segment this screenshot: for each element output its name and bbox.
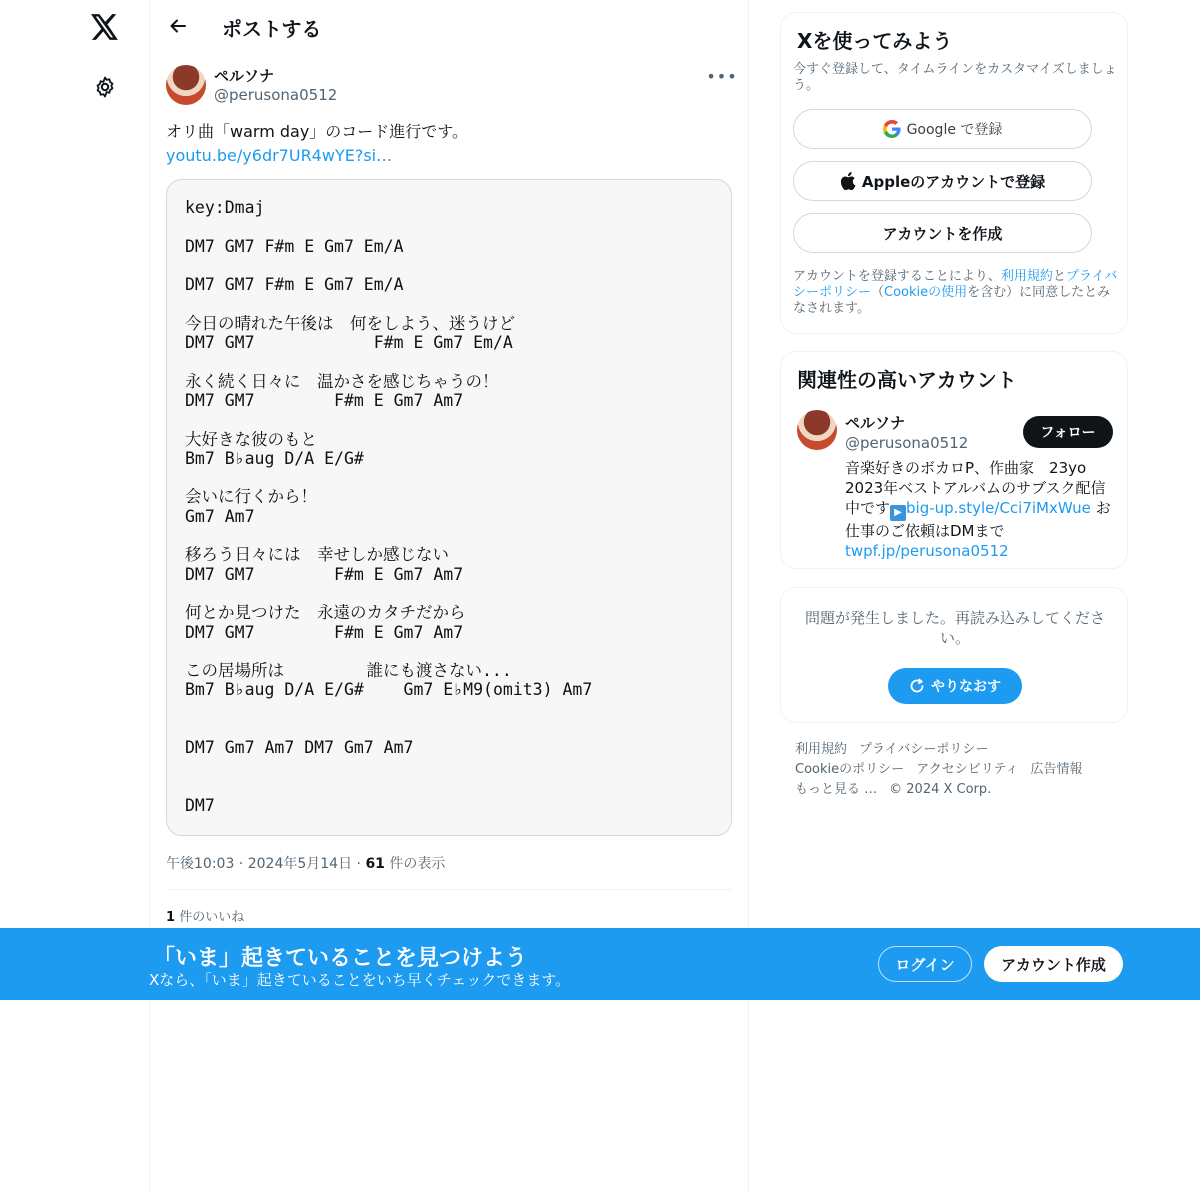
- likes-label: 件のいいね: [179, 910, 245, 925]
- chord-line: 会いに行くから！: [185, 487, 317, 507]
- signup-button[interactable]: アカウント作成: [984, 946, 1123, 982]
- google-icon: [883, 120, 901, 138]
- chord-line: DM7 Gm7 Am7 DM7 Gm7 Am7: [185, 738, 414, 758]
- banner-subtitle: Xなら、「いま」起きていることをいち早くチェックできます。: [149, 971, 571, 989]
- related-account-handle[interactable]: @perusona0512: [845, 434, 969, 452]
- chord-line: この居場所は 誰にも渡さない...: [185, 661, 512, 681]
- banner-title: 「いま」起きていることを見つけよう: [153, 946, 528, 971]
- bio-text: 音楽好きのボカロP、作曲家 23yo 2023年ベストアルバムのサブスク配信中です: [845, 459, 1106, 517]
- post-link[interactable]: youtu.be/y6dr7UR4wYE?si…: [166, 146, 393, 165]
- sidebar-footer: [795, 740, 1115, 800]
- chord-line: DM7 GM7 F#m E Gm7 Em/A: [185, 236, 404, 256]
- chord-line: 永く続く日々に 温かさを感じちゃうの！: [185, 371, 499, 391]
- post-date[interactable]: 2024年5月14日: [247, 856, 353, 872]
- chord-line: DM7 GM7 F#m E Gm7 Am7: [185, 564, 464, 584]
- top-bar: [150, 0, 749, 54]
- bio-text: お仕事のご依頼はDMまで: [845, 499, 1111, 540]
- retry-label: やりなおす: [931, 679, 1001, 695]
- related-account-name[interactable]: ペルソナ: [845, 414, 906, 432]
- footer-ads-link[interactable]: 広告情報: [1030, 762, 1083, 777]
- page-title: ポストする: [222, 17, 322, 41]
- footer-accessibility-link[interactable]: アクセシビリティ: [916, 762, 1019, 777]
- legal-text: を含む）に同意したとみなされます。: [793, 285, 1111, 316]
- error-card: [780, 587, 1128, 723]
- likes-summary[interactable]: [166, 906, 244, 925]
- chord-line: 何とか見つけた 永遠のカタチだから: [185, 603, 466, 623]
- chord-line: [185, 410, 592, 429]
- chord-line: [185, 719, 592, 738]
- legal-text: アカウントを登録することにより、: [793, 269, 1001, 284]
- more-icon[interactable]: •••: [706, 66, 738, 86]
- refresh-icon: [909, 678, 925, 694]
- chord-line: 今日の晴れた午後は 何をしよう、迷うけど: [185, 313, 515, 333]
- post-time[interactable]: 午後10:03: [166, 856, 235, 872]
- chord-line: Bm7 B♭aug D/A E/G#: [185, 448, 364, 468]
- author-name[interactable]: ペルソナ: [214, 67, 275, 85]
- related-title: 関連性の高いアカウント: [797, 368, 1017, 392]
- chord-line: [185, 777, 592, 796]
- main-column: [150, 0, 749, 1192]
- login-banner: [0, 928, 1200, 1000]
- author-handle[interactable]: @perusona0512: [214, 86, 338, 104]
- signup-subtitle: 今すぐ登録して、タイムラインをカスタマイズしましょう。: [793, 62, 1117, 93]
- chord-line: DM7 GM7 F#m E Gm7 Em/A: [185, 333, 513, 353]
- apple-icon: [840, 172, 856, 190]
- chord-line: DM7: [185, 796, 215, 816]
- apple-signup-label: Appleのアカウントで登録: [861, 172, 1046, 191]
- google-signup-label: Google で登録: [906, 122, 1003, 138]
- chord-line: [185, 700, 592, 719]
- legal-text: （: [871, 285, 885, 300]
- chord-line: [185, 217, 592, 236]
- left-navigation: [0, 0, 150, 1192]
- chord-line: [185, 352, 592, 371]
- chord-line: Bm7 B♭aug D/A E/G# Gm7 E♭M9(omit3) Am7: [185, 680, 593, 700]
- retry-button[interactable]: [888, 668, 1022, 704]
- legal-text: と: [1052, 269, 1066, 284]
- follow-button[interactable]: フォロー: [1023, 416, 1113, 448]
- chord-line: [185, 256, 592, 275]
- bio-link[interactable]: big-up.style/Cci7iMxWue: [906, 499, 1091, 517]
- chord-line: 大好きな彼のもと: [185, 429, 317, 449]
- footer-cookie-link[interactable]: Cookieのポリシー: [795, 762, 905, 777]
- create-account-label: アカウントを作成: [882, 224, 1003, 243]
- chord-line: [185, 526, 592, 545]
- chord-line: key:Dmaj: [185, 198, 265, 217]
- chord-chart-text: [185, 198, 592, 816]
- chord-line: [185, 584, 592, 603]
- gear-icon[interactable]: [86, 68, 124, 106]
- chord-line: [185, 642, 592, 661]
- chord-line: [185, 468, 592, 487]
- privacy-link[interactable]: プライバシーポリシー: [793, 269, 1118, 300]
- play-arrow-icon: ▶: [890, 505, 906, 521]
- chord-line: Gm7 Am7: [185, 506, 255, 526]
- related-accounts-card: [780, 351, 1128, 569]
- bio-link-profile[interactable]: twpf.jp/perusona0512: [845, 542, 1009, 560]
- post-metadata: 午後10:03 · 2024年5月14日 · 61 件の表示: [166, 856, 446, 872]
- likes-count: 1: [166, 910, 176, 925]
- google-signup-button[interactable]: [793, 109, 1092, 149]
- views-count: 61: [365, 856, 385, 872]
- cookie-link[interactable]: Cookieの使用: [884, 285, 968, 300]
- avatar[interactable]: [797, 410, 837, 450]
- footer-more-link[interactable]: もっと見る …: [795, 782, 878, 797]
- x-logo-icon[interactable]: [86, 8, 124, 46]
- related-account-bio: [845, 458, 1113, 561]
- terms-link[interactable]: 利用規約: [1000, 269, 1053, 284]
- legal-notice: [793, 269, 1121, 317]
- signup-card: [780, 12, 1128, 334]
- post-image[interactable]: [166, 179, 732, 836]
- footer-privacy-link[interactable]: プライバシーポリシー: [859, 742, 989, 757]
- chord-line: DM7 GM7 F#m E Gm7 Am7: [185, 390, 464, 410]
- login-button[interactable]: ログイン: [878, 946, 972, 982]
- chord-line: [185, 758, 592, 777]
- chord-line: 移ろう日々には 幸せしか感じない: [185, 545, 449, 565]
- avatar[interactable]: [166, 65, 206, 105]
- chord-line: DM7 GM7 F#m E Gm7 Em/A: [185, 275, 404, 295]
- signup-title: Xを使ってみよう: [797, 29, 953, 53]
- divider: [166, 889, 732, 890]
- chord-line: [185, 294, 592, 313]
- footer-terms-link[interactable]: 利用規約: [795, 742, 848, 757]
- error-message: 問題が発生しました。再読み込みしてください。: [804, 609, 1105, 647]
- apple-signup-button[interactable]: [793, 161, 1092, 201]
- create-account-button[interactable]: [793, 213, 1092, 253]
- post-text: オリ曲「warm day」のコード進行です。: [166, 122, 469, 141]
- copyright: © 2024 X Corp.: [889, 782, 992, 797]
- chord-line: DM7 GM7 F#m E Gm7 Am7: [185, 622, 464, 642]
- arrow-left-icon[interactable]: [162, 10, 194, 42]
- views-label: 件の表示: [389, 856, 446, 872]
